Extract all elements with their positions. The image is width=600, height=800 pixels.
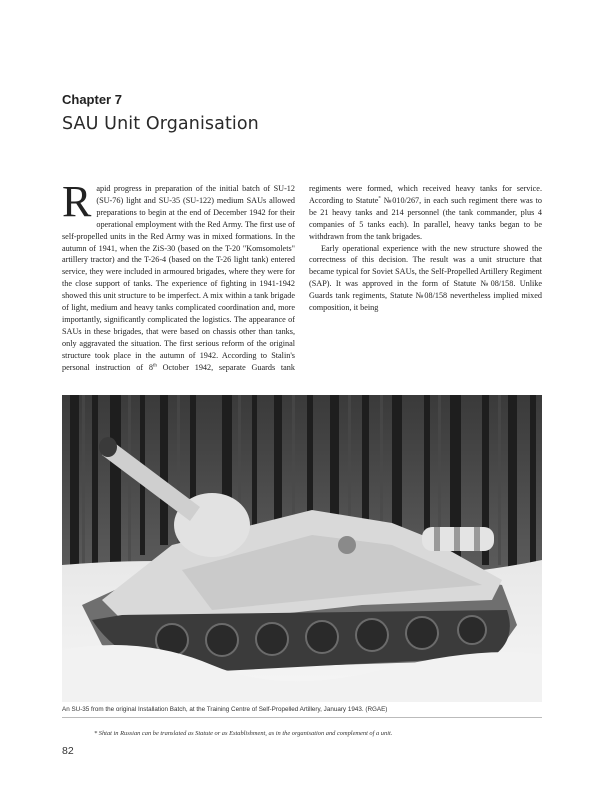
footnote-marker: * [378, 196, 381, 202]
superscript-th: th [152, 362, 157, 368]
body-text [62, 183, 542, 381]
photo [62, 395, 542, 702]
paragraph-1-cont: October 1942, separate Guards tank regiments were formed, which received heavy tanks for service. According to Statute [156, 184, 542, 372]
paragraph-2: Early operational experience with the new structure showed the correctness of this decision. The result was a unit structure that became typical for Soviet SAUs, the Self-Propelled Artillery Regiment (SAP). It was approved in the form of Statute №08/158. Unlike Guards tank regiments, Statute №08/158 nevertheless implied mixed composition, it being [309, 243, 542, 313]
su35-photo-illustration [62, 395, 542, 702]
paragraph-1-text: apid progress in preparation of the initial batch of SU-12 (SU-76) light and SU-35 (SU-122) medium SAUs allowed preparations to begin at the end of December 1942 for their operational employment with the Red Army. The first use of self-propelled units in the Red Army was in mixed formations. In the autumn of 1941, when the ZiS-30 (based on the T-20 "Komsomolets" artillery tractor) and the T-26-4 (based on the T-26 light tank) entered service, they were included in armoured brigades, where they were for the close support of tanks. The experience of fighting in 1941-1942 showed this unit structure to be imperfect. A mix within a tank brigade of light, medium and heavy tanks complicated coordination and, more importantly, significantly complicated the logistics. The appearance of SAUs in these brigades, that were based on chassis other than tanks, only aggravated the situation. The first serious reform of the original structure took place in the autumn of 1942. According to Stalin's personal instruction of 8 [62, 184, 295, 372]
chapter-label: Chapter 7 [62, 92, 122, 107]
photo-caption: An SU-35 from the original Installation Batch, at the Training Centre of Self-Propelled Artillery, January 1943. (RGAE) [62, 706, 542, 718]
page-number: 82 [62, 745, 74, 757]
chapter-title: SAU Unit Organisation [62, 114, 259, 134]
paragraph-1-end: №010/267, in each such regiment there was to be 21 heavy tanks and 214 personnel (the tank commander, plus 4 companies of 5 tanks each). In parallel, heavy tanks began to be withdrawn from the tank brigades. [309, 195, 542, 241]
footnote: * Shtat in Russian can be translated as Statute or as Establishment, as in the organisation and complement of a unit. [94, 730, 393, 737]
drop-cap: R [62, 183, 92, 226]
